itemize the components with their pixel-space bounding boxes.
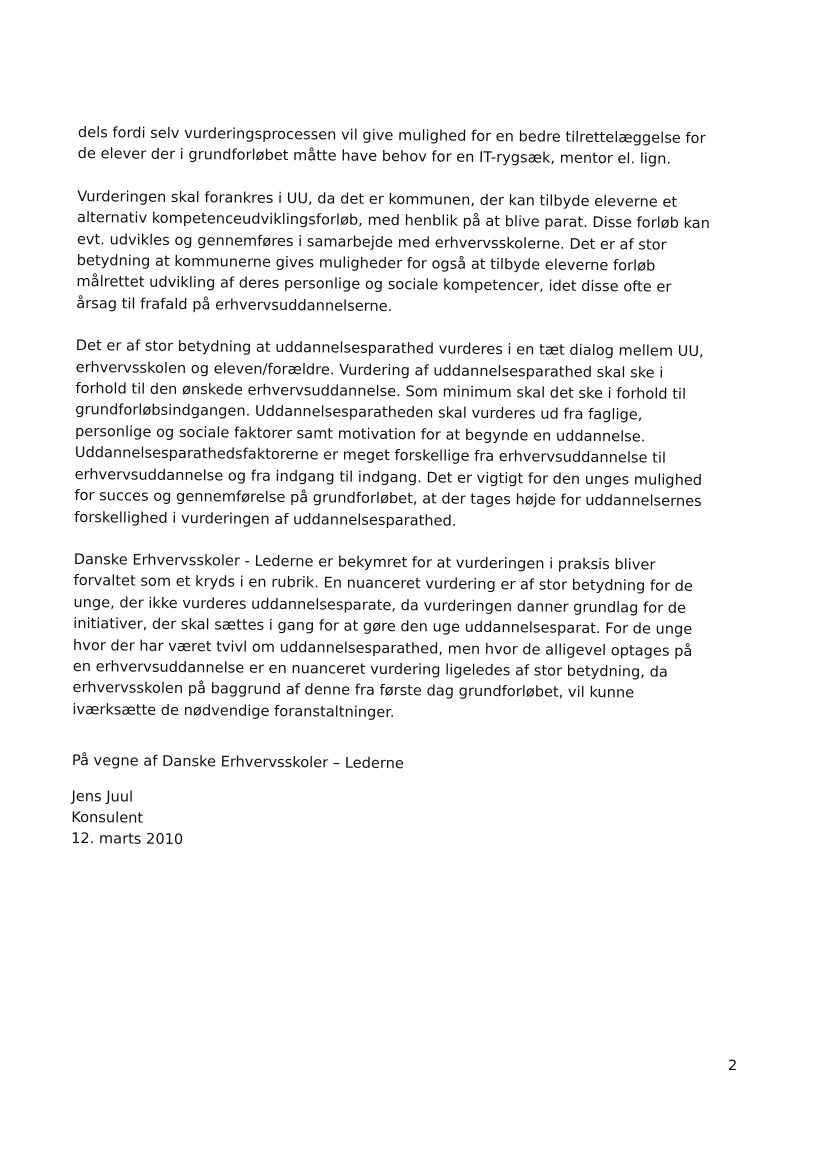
text-line: alternativ kompetenceudviklingsforløb, med henblik på at blive parat. Disse forløb kan	[76, 209, 710, 233]
text-line: Danske Erhvervsskoler - Lederne er bekymret for at vurderingen i praksis bliver	[73, 550, 656, 574]
paragraph-2	[76, 186, 753, 321]
text-line: Uddannelsesparathedsfaktorerne er meget forskellige fra erhvervsuddannelse til	[74, 444, 667, 467]
paragraph-4	[72, 549, 750, 727]
text-line: årsag til frafald på erhvervsuddannelserne.	[76, 294, 393, 315]
text-line: målrettet udvikling af deres personlige og sociale kompetencer, idet disse ofte er	[76, 273, 672, 297]
text-line: for succes og gennemførelse på grundforløbet, at der tages højde for uddannelsernes	[74, 487, 702, 511]
text-line: betydning at kommunerne gives muligheder for også at tilbyde eleverne forløb	[76, 252, 656, 275]
text-line: forhold til den ønskede erhvervsuddannelse. Som minimum skal det ske i forhold til	[75, 380, 687, 403]
document-body	[71, 122, 754, 856]
text-line: hvor der har været tvivl om uddannelsesparathed, men hvor de alligevel optages på	[72, 636, 693, 660]
text-line: forvaltet som et kryds i en rubrik. En nuanceret vurdering er af stor betydning for de	[73, 572, 693, 596]
text-line: initiativer, der skal sættes i gang for at gøre den uge uddannelsesparat. For de unge	[73, 615, 693, 639]
paragraph-3	[74, 335, 752, 534]
signature-block	[71, 786, 748, 857]
text-line: erhvervsskolen på baggrund af denne fra første dag grundforløbet, vil kunne	[72, 679, 635, 702]
closing-text: På vegne af Danske Erhvervsskoler – Lederne	[71, 752, 404, 773]
letter-date: 12. marts 2010	[71, 830, 184, 849]
text-line: personlige og sociale faktorer samt motivation for at begynde en uddannelse.	[74, 422, 646, 446]
paragraph-1	[78, 122, 754, 171]
text-line: evt. udvikles og gennemføres i samarbejde med erhvervsskolerne. Det er af stor	[76, 230, 667, 254]
closing-line	[72, 750, 748, 778]
text-line: grundforløbsindgangen. Uddannelsesparatheden skal vurderes ud fra faglige,	[75, 401, 643, 424]
signatory-name: Jens Juul	[71, 787, 134, 806]
signatory-title: Konsulent	[71, 808, 144, 827]
text-line: erhvervsuddannelse og fra indgang til indgang. Det er vigtigt for den unges mulighed	[74, 465, 703, 489]
text-line: forskellighed i vurderingen af uddannelsesparathed.	[74, 508, 457, 530]
text-line: de elever der i grundforløbet måtte have behov for en IT-rygsæk, mentor el. lign.	[77, 145, 672, 169]
text-line: en erhvervsuddannelse er en nuanceret vurdering ligeledes af stor betydning, da	[72, 657, 668, 681]
text-line: unge, der ikke vurderes uddannelsesparate, da vurderingen danner grundlag for de	[73, 593, 687, 617]
page-number: 2	[728, 1057, 738, 1074]
text-line: dels fordi selv vurderingsprocessen vil give mulighed for en bedre tilrettelæggelse for	[77, 123, 706, 148]
text-line: Vurderingen skal forankres i UU, da det er kommunen, der kan tilbyde eleverne et	[77, 187, 678, 211]
text-line: erhvervsskolen og eleven/forældre. Vurdering af uddannelsesparathed skal ske i	[75, 358, 664, 382]
text-line: Det er af stor betydning at uddannelsesparathed vurderes i en tæt dialog mellem UU,	[75, 337, 704, 361]
text-line: iværksætte de nødvendige foranstaltninger.	[72, 700, 395, 721]
